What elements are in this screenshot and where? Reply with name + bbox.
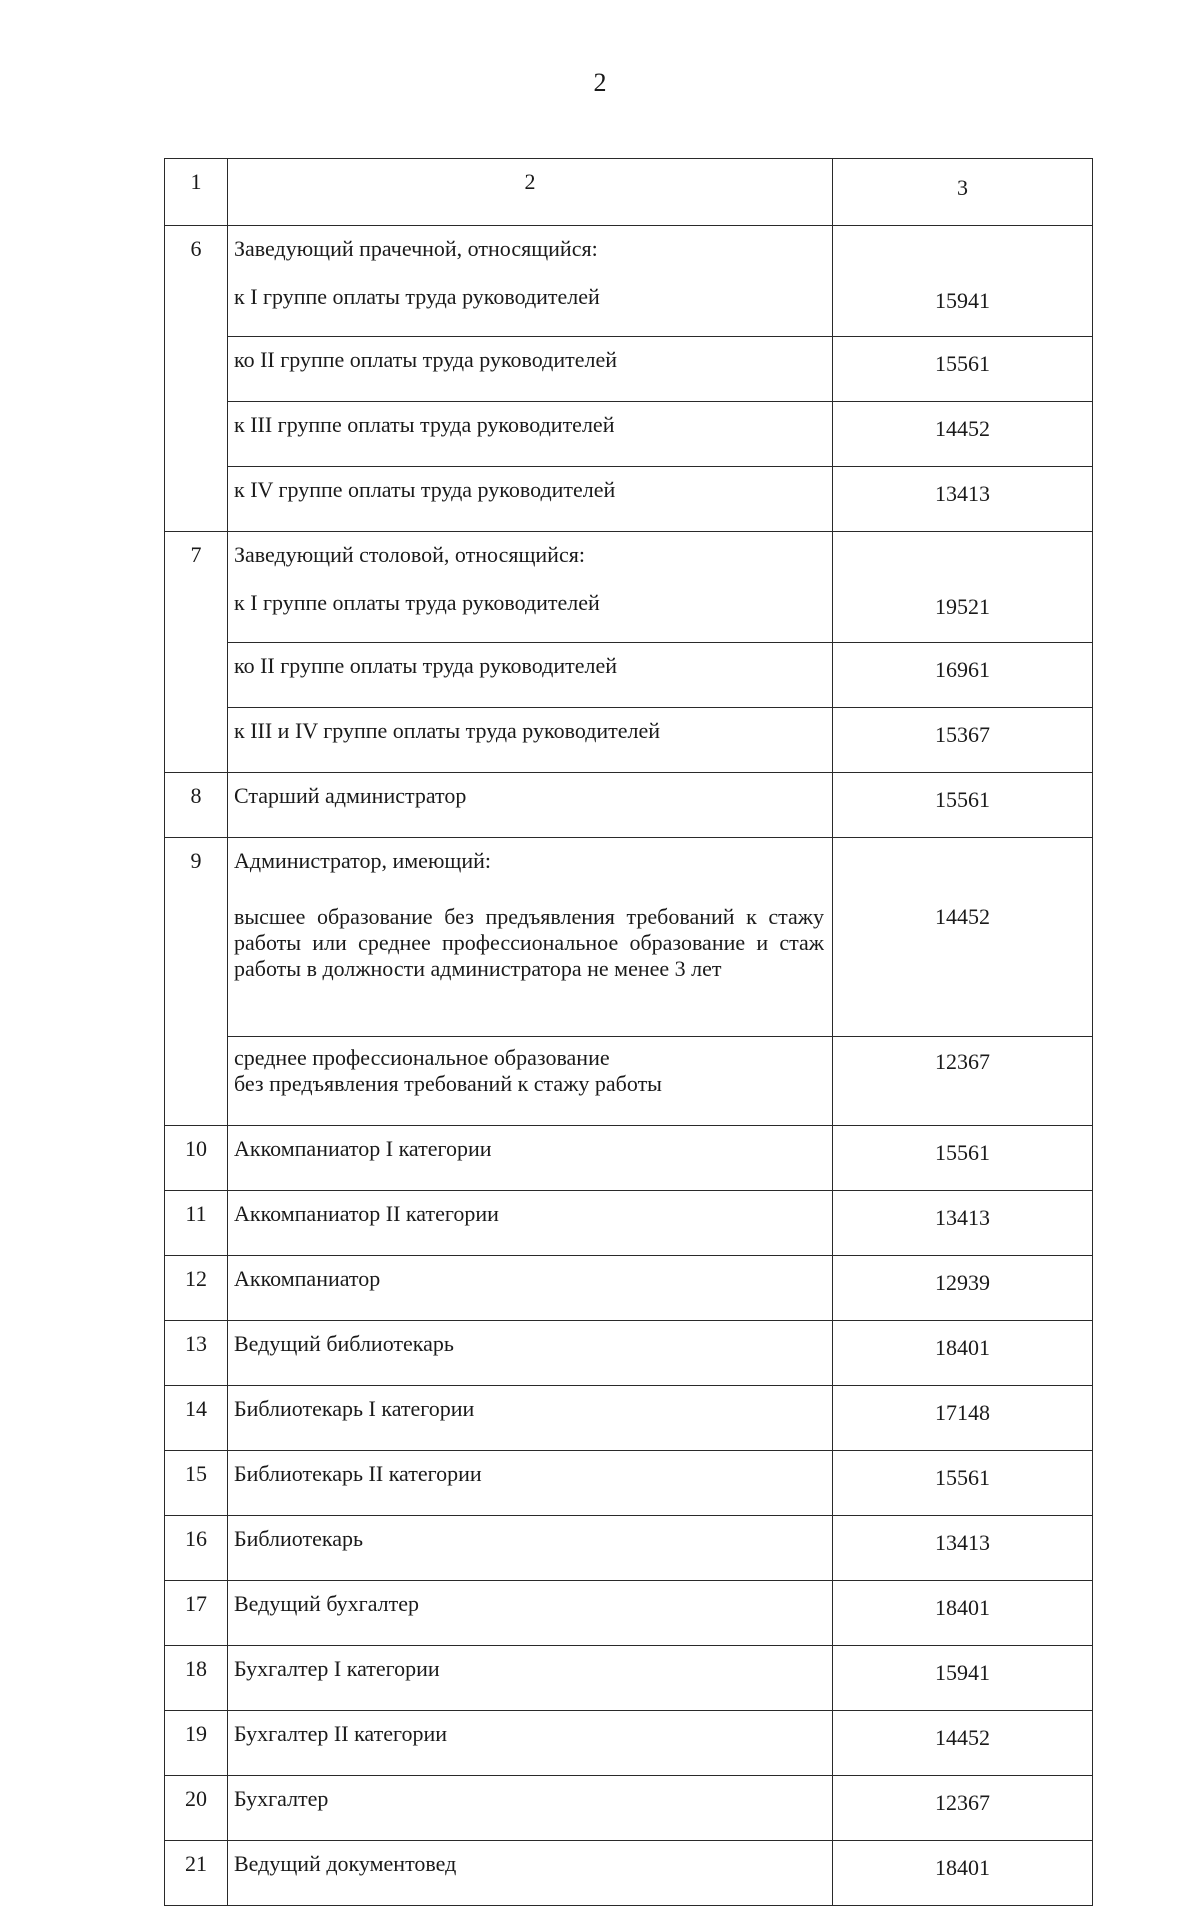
row-number: 12 [165, 1256, 228, 1321]
table-row [165, 1386, 1093, 1451]
row-label: к III и IV группе оплаты труда руководителей [228, 708, 833, 773]
page-number: 2 [593, 68, 607, 97]
table-row [165, 532, 1093, 591]
row-label: высшее образование без предъявления требований к стажу работы или среднее профессиональное образование и стаж работы в должности администратора не менее 3 лет [228, 896, 833, 1037]
row-number: 6 [165, 226, 228, 532]
row-number: 8 [165, 773, 228, 838]
table-row [165, 402, 1093, 467]
row-number: 20 [165, 1776, 228, 1841]
table-header-row [165, 159, 1093, 226]
value-cell [833, 838, 1093, 897]
row-number: 11 [165, 1191, 228, 1256]
group-title: Администратор, имеющий: [228, 838, 833, 897]
row-number: 15 [165, 1451, 228, 1516]
row-label: Ведущий документовед [228, 1841, 833, 1906]
row-number: 16 [165, 1516, 228, 1581]
row-label: Аккомпаниатор [228, 1256, 833, 1321]
table-row [165, 643, 1093, 708]
row-value: 15941 [833, 284, 1093, 337]
row-value: 12367 [833, 1776, 1093, 1841]
value-cell [833, 226, 1093, 285]
row-value: 15367 [833, 708, 1093, 773]
row-number: 19 [165, 1711, 228, 1776]
row-label: к I группе оплаты труда руководителей [228, 590, 833, 643]
row-value: 15561 [833, 337, 1093, 402]
header-col-2: 2 [228, 159, 833, 226]
table-row [165, 467, 1093, 532]
row-value: 19521 [833, 590, 1093, 643]
row-value: 17148 [833, 1386, 1093, 1451]
table-row [165, 1037, 1093, 1126]
row-label: ко II группе оплаты труда руководителей [228, 337, 833, 402]
row-value: 18401 [833, 1321, 1093, 1386]
row-number: 13 [165, 1321, 228, 1386]
table-row [165, 1776, 1093, 1841]
row-value: 18401 [833, 1581, 1093, 1646]
row-label: Библиотекарь I категории [228, 1386, 833, 1451]
row-value: 15561 [833, 1126, 1093, 1191]
salary-table [164, 158, 1093, 1906]
table-row [165, 1191, 1093, 1256]
row-value: 14452 [833, 1711, 1093, 1776]
row-number: 21 [165, 1841, 228, 1906]
table-row [165, 896, 1093, 1037]
row-label: Ведущий бухгалтер [228, 1581, 833, 1646]
group-title: Заведующий прачечной, относящийся: [228, 226, 833, 285]
row-label: ко II группе оплаты труда руководителей [228, 643, 833, 708]
row-label: к III группе оплаты труда руководителей [228, 402, 833, 467]
table-row [165, 1711, 1093, 1776]
row-value: 13413 [833, 1516, 1093, 1581]
table-row [165, 590, 1093, 643]
table-row [165, 1581, 1093, 1646]
row-label: Аккомпаниатор II категории [228, 1191, 833, 1256]
row-value: 15561 [833, 1451, 1093, 1516]
table-row [165, 1256, 1093, 1321]
table-row [165, 838, 1093, 897]
table-row [165, 284, 1093, 337]
row-label: Бухгалтер II категории [228, 1711, 833, 1776]
table-row [165, 1841, 1093, 1906]
row-number: 18 [165, 1646, 228, 1711]
row-value: 15941 [833, 1646, 1093, 1711]
table-row [165, 1126, 1093, 1191]
row-value: 15561 [833, 773, 1093, 838]
row-value: 13413 [833, 467, 1093, 532]
row-label: к IV группе оплаты труда руководителей [228, 467, 833, 532]
table-row [165, 1646, 1093, 1711]
header-col-1: 1 [165, 159, 228, 226]
row-number: 9 [165, 838, 228, 1126]
row-value: 12939 [833, 1256, 1093, 1321]
row-value: 13413 [833, 1191, 1093, 1256]
row-number: 10 [165, 1126, 228, 1191]
table-row [165, 1321, 1093, 1386]
row-label: Старший администратор [228, 773, 833, 838]
row-label: Библиотекарь II категории [228, 1451, 833, 1516]
row-label: Бухгалтер I категории [228, 1646, 833, 1711]
row-value: 14452 [833, 402, 1093, 467]
row-label-line: среднее профессиональное образование [234, 1045, 610, 1070]
table-row [165, 226, 1093, 285]
row-number: 14 [165, 1386, 228, 1451]
row-label [228, 1037, 833, 1126]
row-number: 17 [165, 1581, 228, 1646]
row-label: Ведущий библиотекарь [228, 1321, 833, 1386]
table-row [165, 337, 1093, 402]
table-row [165, 708, 1093, 773]
row-value: 16961 [833, 643, 1093, 708]
row-value: 12367 [833, 1037, 1093, 1126]
table-row [165, 1451, 1093, 1516]
group-title: Заведующий столовой, относящийся: [228, 532, 833, 591]
row-label: Библиотекарь [228, 1516, 833, 1581]
row-label: к I группе оплаты труда руководителей [228, 284, 833, 337]
value-cell [833, 532, 1093, 591]
row-value: 18401 [833, 1841, 1093, 1906]
row-label-line: без предъявления требований к стажу работы [234, 1071, 662, 1096]
row-number: 7 [165, 532, 228, 773]
row-label: Бухгалтер [228, 1776, 833, 1841]
header-col-3: 3 [833, 159, 1093, 226]
row-label: Аккомпаниатор I категории [228, 1126, 833, 1191]
row-value: 14452 [833, 896, 1093, 1037]
table-row [165, 1516, 1093, 1581]
table-row [165, 773, 1093, 838]
